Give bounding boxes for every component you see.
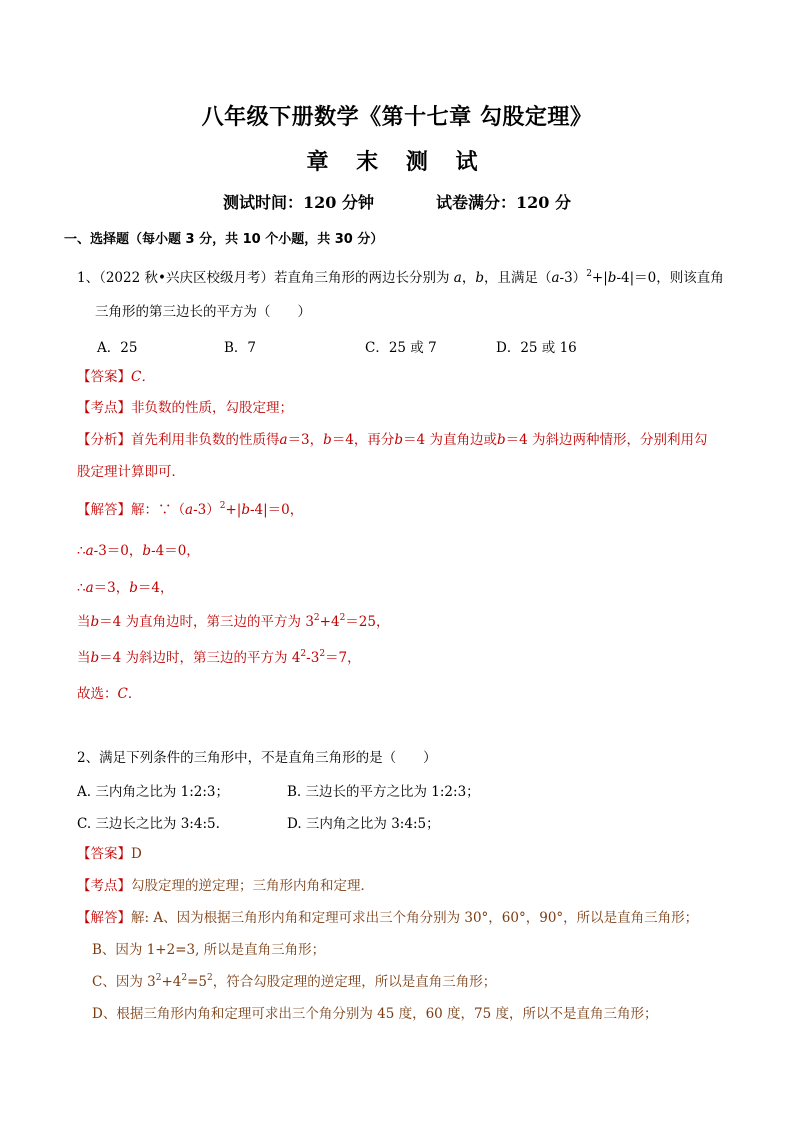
q1-jieda-line1: 【解答】解：$\because(a-3)^2+|b-4|=0$， (77, 501, 304, 518)
q2-answer: 【答案】D (77, 846, 142, 862)
q2-jieda-line4: D、根据三角形内角和定理可求出三个角分别为 45 度，60 度，75 度，所以不是直角三角形； (92, 1006, 658, 1022)
q1-step3: 当b＝4 为直角边时，第三边的平方为 $3^2+4^2=25$， (77, 613, 390, 630)
q2-option-d: D. 三内角之比为 3:4:5； (287, 816, 440, 832)
kaodian-tag: 【考点】 (77, 400, 131, 416)
q2-option-a: A. 三内角之比为 1:2:3； (77, 784, 229, 800)
q1-step4: 当b＝4 为斜边时，第三边的平方为 $4^2-3^2=7$， (77, 649, 361, 666)
fenxi-tag: 【分析】 (77, 432, 131, 448)
q2-option-b: B. 三边长的平方之比为 1:2:3； (287, 784, 480, 800)
q2-jieda-line3: C、因为 $3^2+4^2=5^2$，符合勾股定理的逆定理，所以是直角三角形； (92, 973, 497, 990)
q1-kaodian: 【考点】非负数的性质，勾股定理； (77, 400, 293, 416)
score-label: 试卷满分：120 分 (436, 193, 571, 212)
jieda-tag: 【解答】 (77, 502, 131, 518)
document-subtitle: 章 末 测 试 (306, 149, 488, 175)
q2-jieda-line2: B、因为 1+2=3, 所以是直角三角形； (92, 942, 326, 958)
q1-fenxi-line1: 【分析】首先利用非负数的性质得a＝3，b＝4，再分b＝4 为直角边或b＝4 为斜边两种情形，分别利用勾 (77, 432, 708, 448)
q2-option-c: C. 三边长之比为 3:4:5. (77, 816, 220, 832)
section-heading: 一、选择题（每小题 3 分，共 10 个小题，共 30 分） (64, 232, 384, 247)
q1-stem-line1: 1、（2022 秋•兴庆区校级月考）若直角三角形的两边长分别为 a，b，且满足$(a-3)^2+|b-4|=0$，则该直角 (77, 269, 724, 286)
q1-step1: ∴a-3＝0，b-4＝0， (77, 543, 200, 559)
q1-option-b: B．7 (224, 340, 257, 356)
q2-kaodian: 【考点】勾股定理的逆定理；三角形内角和定理． (77, 878, 374, 894)
q2-jieda-line1: 【解答】解: A、因为根据三角形内角和定理可求出三个角分别为 30°，60°，90°，所以是直角三角形； (77, 910, 699, 926)
q2-stem: 2、满足下列条件的三角形中，不是直角三角形的是（ ） (77, 750, 437, 766)
document-title: 八年级下册数学《第十七章 勾股定理》 (201, 104, 593, 130)
q1-fenxi-line2: 股定理计算即可． (77, 464, 185, 480)
time-label: 测试时间：120 分钟 (223, 193, 374, 212)
q1-choose: 故选：C． (77, 686, 142, 702)
q1-step2: ∴a＝3，b＝4， (77, 580, 174, 596)
q1-option-d: D．25 或 16 (496, 340, 577, 356)
q1-option-a: A．25 (97, 340, 138, 356)
exam-info (0, 190, 794, 213)
q1-stem-line2: 三角形的第三边长的平方为（ ） (95, 304, 311, 320)
answer-tag: 【答案】 (77, 369, 131, 385)
q1-answer: 【答案】C． (77, 369, 155, 385)
q1-option-c: C．25 或 7 (365, 340, 437, 356)
